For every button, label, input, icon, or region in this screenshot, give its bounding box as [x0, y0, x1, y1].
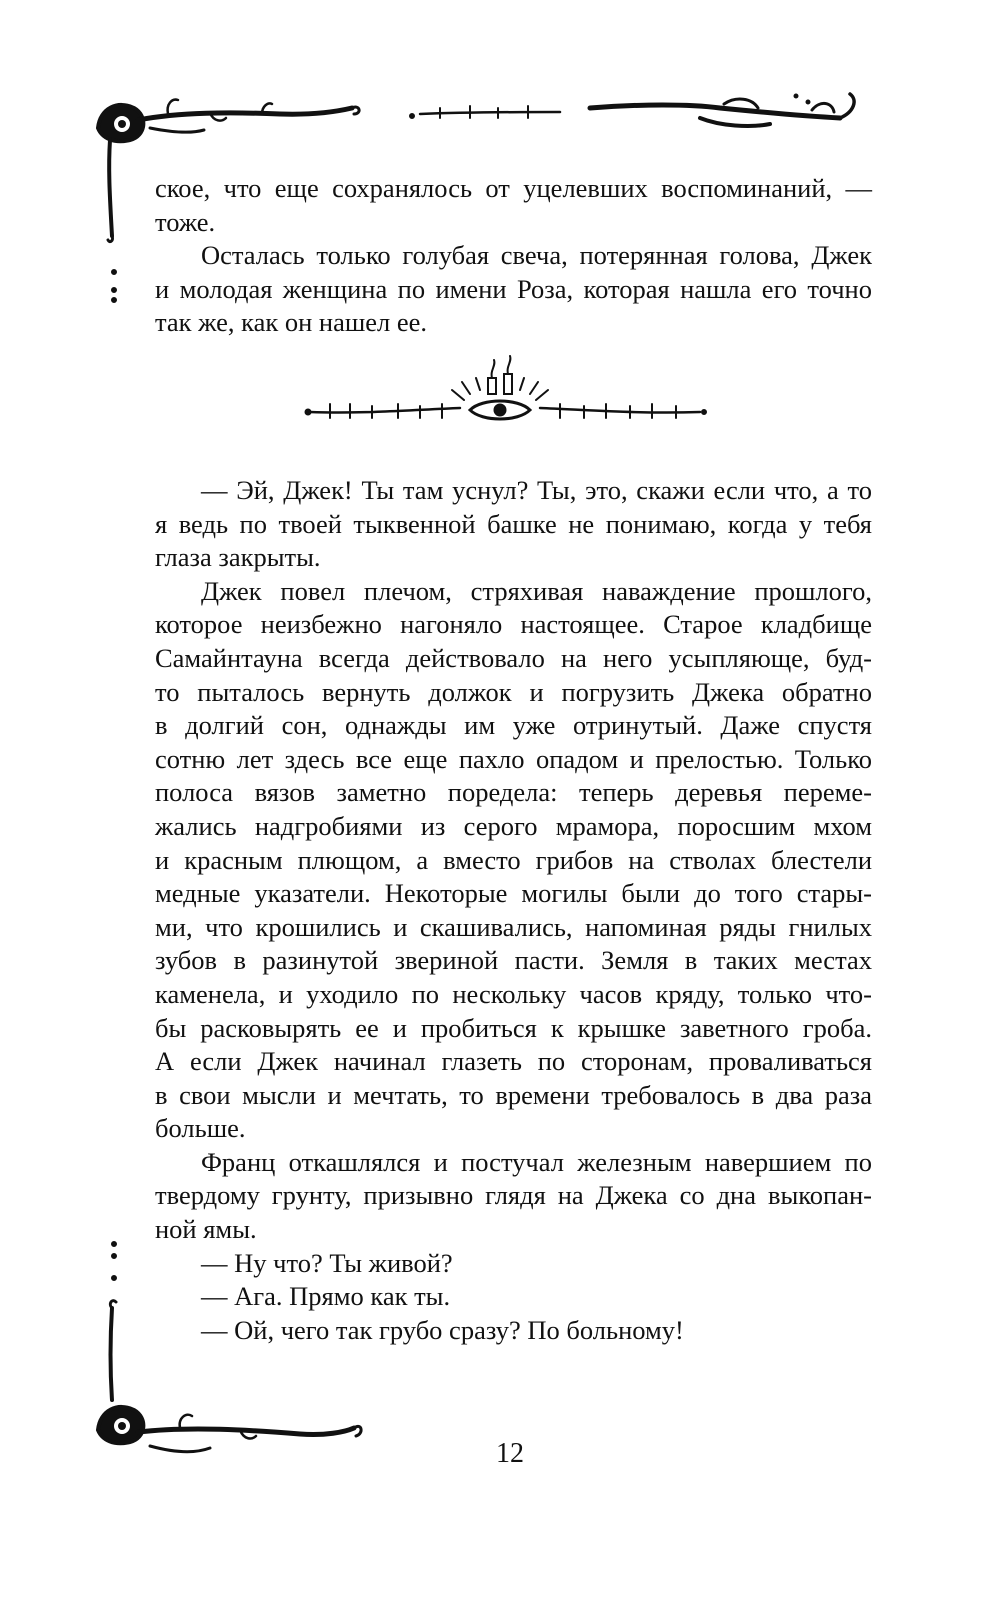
paragraph	[155, 1314, 872, 1348]
text-line: в долгий сон, однажды им уже отринутый. Даже спустя	[155, 710, 872, 741]
text-line: в свои мысли и мечтать, то времени требовалось в два раза	[155, 1079, 872, 1110]
text-line: Франц откашлялся и постучал железным навершием по	[201, 1146, 872, 1177]
text-section-2	[155, 474, 872, 1347]
text-line: ми, что крошились и скашивались, напоминая ряды гнилых	[155, 911, 872, 942]
text-line: ной ямы.	[155, 1214, 257, 1245]
section-divider-ornament	[305, 356, 707, 419]
corner-eye-icon-bottom	[98, 1407, 143, 1443]
text-line: — Ага. Прямо как ты.	[201, 1281, 451, 1312]
paragraph	[155, 1247, 872, 1281]
paragraph	[155, 1146, 872, 1247]
text-line: А если Джек начинал глазеть по сторонам, проваливаться	[155, 1046, 872, 1077]
text-line: тоже.	[155, 206, 216, 237]
text-line: Осталась только голубая свеча, потерянная голова, Джек	[201, 240, 872, 271]
text-line: то пыталось вернуть должок и погрузить Джека обратно	[155, 676, 872, 707]
text-line: Джек повел плечом, стряхивая наваждение прошлого,	[201, 575, 872, 606]
text-line: жались надгробиями из серого мрамора, поросшим мхом	[155, 810, 872, 841]
text-line: — Ой, чего так грубо сразу? По больному!	[201, 1314, 684, 1345]
text-line: ское, что еще сохранялось от уцелевших воспоминаний, —	[155, 173, 872, 203]
text-line: Самайнтауна всегда действовало на него усыпляюще, буд-	[155, 642, 872, 673]
text-line: полоса вязов заметно поредела: теперь деревья переме-	[155, 777, 872, 808]
text-line: каменела, и уходило по нескольку часов кряду, только что-	[155, 978, 872, 1009]
text-line: больше.	[155, 1113, 246, 1144]
paragraph	[155, 1280, 872, 1314]
text-line: твердому грунту, призывно глядя на Джека со дна выкопан-	[155, 1180, 872, 1211]
text-line: бы расковырять ее и пробиться к крышке заветного гроба.	[155, 1012, 872, 1043]
paragraph	[155, 239, 872, 340]
page-number: 12	[496, 1438, 524, 1469]
corner-eye-icon-top	[98, 105, 143, 141]
paragraph	[155, 172, 872, 239]
text-line: и красным плющом, а вместо грибов на стволах блестели	[155, 844, 872, 875]
paragraph	[155, 474, 872, 575]
paragraph	[155, 575, 872, 1146]
text-line: зубов в разинутой звериной пасти. Земля в таких местах	[155, 945, 872, 976]
text-section-1	[155, 172, 872, 340]
text-line: так же, как он нашел ее.	[155, 307, 428, 338]
text-line: которое неизбежно нагоняло настоящее. Старое кладбище	[155, 609, 872, 640]
text-line: — Эй, Джек! Ты там уснул? Ты, это, скажи если что, а то	[201, 475, 872, 505]
text-line: — Ну что? Ты живой?	[201, 1247, 453, 1278]
text-line: сотню лет здесь все еще пахло опадом и прелостью. Только	[155, 743, 872, 774]
text-line: я ведь по твоей тыквенной башке не понимаю, когда у тебя	[155, 508, 872, 539]
text-line: глаза закрыты.	[155, 542, 321, 573]
text-line: и молодая женщина по имени Роза, которая нашла его точно	[155, 273, 872, 304]
text-line: медные указатели. Некоторые могилы были до того стары-	[155, 878, 872, 909]
